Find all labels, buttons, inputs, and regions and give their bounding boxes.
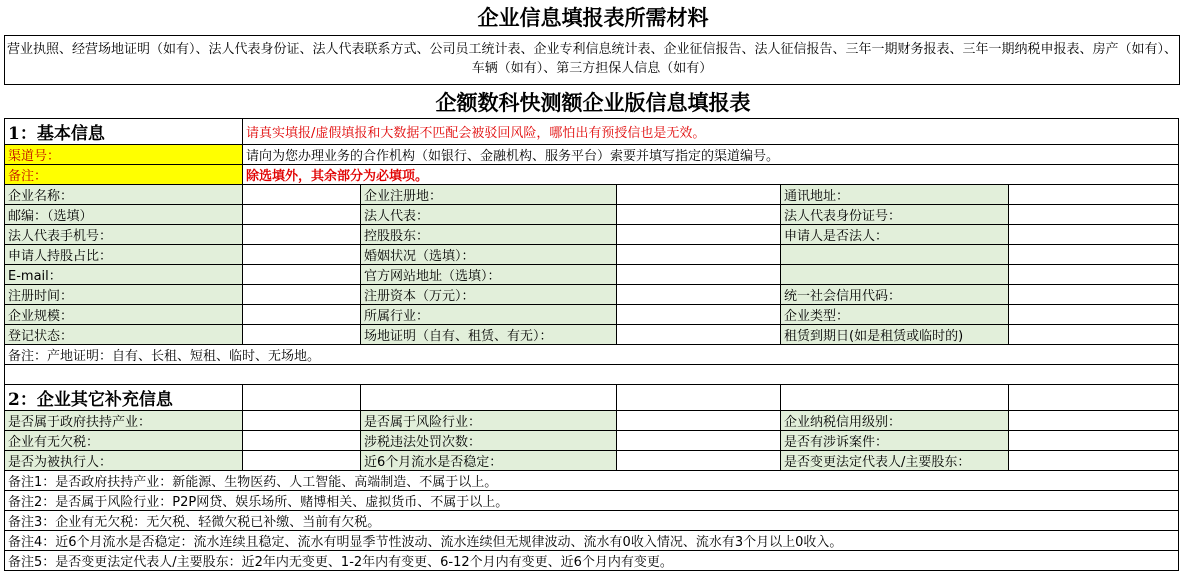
field-label: 注册时间： — [5, 285, 243, 305]
cashflow-stable-input[interactable] — [617, 451, 781, 471]
field-label: 法人代表身份证号： — [781, 205, 1009, 225]
empty-cell — [617, 385, 781, 411]
spacer-row — [5, 365, 1179, 385]
litigation-input[interactable] — [1009, 431, 1179, 451]
website-input[interactable] — [617, 265, 781, 285]
field-label: E-mail： — [5, 265, 243, 285]
enforced-party-input[interactable] — [243, 451, 361, 471]
warning-text: 请真实填报/虚假填报和大数据不匹配会被驳回风险，哪怕出有预授信也是无效。 — [243, 119, 1179, 145]
registration-date-input[interactable] — [243, 285, 361, 305]
shareholding-input[interactable] — [243, 245, 361, 265]
form-title: 企额数科快测额企业版信息填报表 — [435, 90, 751, 115]
field-label: 是否属于风险行业： — [361, 411, 617, 431]
company-type-input[interactable] — [1009, 305, 1179, 325]
field-label: 企业注册地： — [361, 185, 617, 205]
legal-rep-phone-input[interactable] — [243, 225, 361, 245]
applicant-is-legal-rep-input[interactable] — [1009, 225, 1179, 245]
field-label: 法人代表： — [361, 205, 617, 225]
empty-cell — [781, 385, 1009, 411]
field-label: 企业纳税信用级别： — [781, 411, 1009, 431]
field-label — [781, 265, 1009, 285]
registered-capital-input[interactable] — [617, 285, 781, 305]
section1-heading: 1：基本信息 — [5, 119, 243, 145]
materials-title: 企业信息填报表所需材料 — [477, 5, 709, 30]
field-label: 申请人持股占比： — [5, 245, 243, 265]
section2-heading: 2：企业其它补充信息 — [5, 385, 243, 411]
section2-note-3: 备注3：企业有无欠税：无欠税、轻微欠税已补缴、当前有欠税。 — [5, 511, 1179, 531]
field-label: 是否属于政府扶持产业： — [5, 411, 243, 431]
field-label: 企业类型： — [781, 305, 1009, 325]
mailing-address-input[interactable] — [1009, 185, 1179, 205]
field-label: 官方网站地址（选填）： — [361, 265, 617, 285]
field-label: 近6个月流水是否稳定： — [361, 451, 617, 471]
empty-cell — [1009, 385, 1179, 411]
legal-rep-input[interactable] — [617, 205, 781, 225]
tax-credit-level-input[interactable] — [1009, 411, 1179, 431]
channel-note: 请向为您办理业务的合作机构（如银行、金融机构、服务平台）索要并填写指定的渠道编号。 — [243, 145, 1179, 165]
postcode-input[interactable] — [243, 205, 361, 225]
email-input[interactable] — [243, 265, 361, 285]
industry-input[interactable] — [617, 305, 781, 325]
section2-note-4: 备注4：近6个月流水是否稳定：流水连续且稳定、流水有明显季节性波动、流水连续但无规律波动、流水有0收入情况、流水有3个月以上0收入。 — [5, 531, 1179, 551]
field-label: 企业有无欠税： — [5, 431, 243, 451]
field-label: 是否变更法定代表人/主要股东： — [781, 451, 1009, 471]
field-label: 婚姻状况（选填）： — [361, 245, 617, 265]
lease-expiry-input[interactable] — [1009, 325, 1179, 345]
empty-cell — [243, 385, 361, 411]
section1-note: 备注：产地证明：自有、长租、短租、临时、无场地。 — [5, 345, 1179, 365]
field-label: 通讯地址： — [781, 185, 1009, 205]
section2-note-1: 备注1：是否政府扶持产业：新能源、生物医药、人工智能、高端制造、不属于以上。 — [5, 471, 1179, 491]
premises-proof-input[interactable] — [617, 325, 781, 345]
risk-industry-input[interactable] — [617, 411, 781, 431]
field-label: 是否为被执行人： — [5, 451, 243, 471]
empty-cell — [1009, 265, 1179, 285]
field-label — [781, 245, 1009, 265]
empty-cell — [361, 385, 617, 411]
field-label: 邮编：（选填） — [5, 205, 243, 225]
field-label: 涉税违法处罚次数： — [361, 431, 617, 451]
rep-change-input[interactable] — [1009, 451, 1179, 471]
field-label: 企业规模： — [5, 305, 243, 325]
credit-code-input[interactable] — [1009, 285, 1179, 305]
registered-address-input[interactable] — [617, 185, 781, 205]
field-label: 企业名称： — [5, 185, 243, 205]
field-label: 登记状态： — [5, 325, 243, 345]
section2-note-2: 备注2：是否属于风险行业：P2P网贷、娱乐场所、赌博相关、虚拟货币、不属于以上。 — [5, 491, 1179, 511]
field-label: 是否有涉诉案件： — [781, 431, 1009, 451]
registration-status-input[interactable] — [243, 325, 361, 345]
field-label: 租赁到期日(如是租赁或临时的) — [781, 325, 1009, 345]
gov-supported-input[interactable] — [243, 411, 361, 431]
legal-rep-id-input[interactable] — [1009, 205, 1179, 225]
field-label: 场地证明（自有、租赁、有无）： — [361, 325, 617, 345]
field-label: 控股股东： — [361, 225, 617, 245]
tax-arrears-input[interactable] — [243, 431, 361, 451]
field-label: 申请人是否法人： — [781, 225, 1009, 245]
materials-list: 营业执照、经营场地证明（如有）、法人代表身份证、法人代表联系方式、公司员工统计表、企业专利信息统计表、企业征信报告、法人征信报告、三年一期财务报表、三年一期纳税申报表、房产（如有）、车辆（如有）、第三方担保人信息（如有） — [4, 35, 1180, 85]
field-label: 所属行业： — [361, 305, 617, 325]
remark-text: 除选填外，其余部分为必填项。 — [243, 165, 1179, 185]
form-table — [4, 118, 1179, 571]
tax-penalty-count-input[interactable] — [617, 431, 781, 451]
company-name-input[interactable] — [243, 185, 361, 205]
field-label: 统一社会信用代码： — [781, 285, 1009, 305]
field-label: 法人代表手机号： — [5, 225, 243, 245]
marital-status-input[interactable] — [617, 245, 781, 265]
channel-label: 渠道号： — [5, 145, 243, 165]
field-label: 注册资本（万元）： — [361, 285, 617, 305]
empty-cell — [1009, 245, 1179, 265]
section2-note-5: 备注5：是否变更法定代表人/主要股东：近2年内无变更、1-2年内有变更、6-12个月内有变更、近6个月内有变更。 — [5, 551, 1179, 571]
company-size-input[interactable] — [243, 305, 361, 325]
remark-label: 备注： — [5, 165, 243, 185]
controlling-shareholder-input[interactable] — [617, 225, 781, 245]
